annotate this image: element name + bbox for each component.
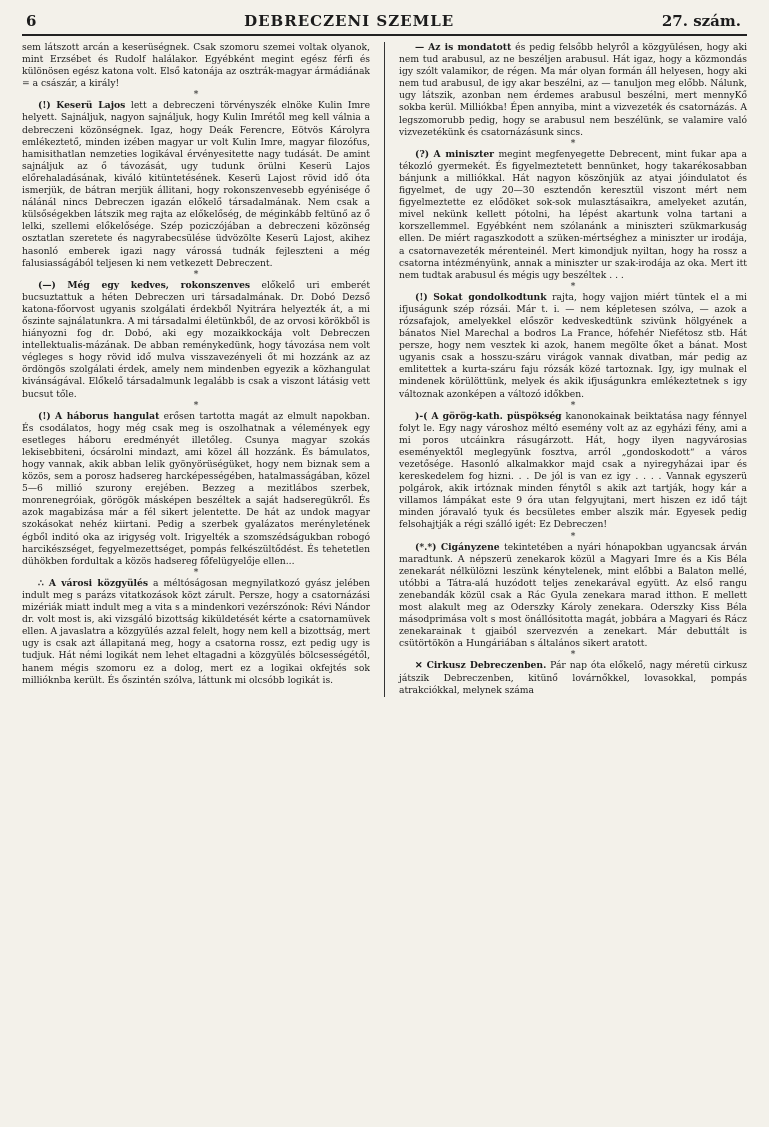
article-headline: A miniszter <box>433 148 495 160</box>
paragraph-marker: )-( <box>415 410 428 422</box>
section-divider-star: * <box>570 649 576 661</box>
section-divider-star: * <box>193 89 199 101</box>
article-body-text: kanonokainak beiktatása nagy fénnyel folyt le. Egy nagy városhoz méltó esemény volt az az egyházi fény, ami a mi poros utcáinkra rásugárzott. Hát, hogy ilyen nagyvárosias eseményektől meglegyünk fosztva, arról „gondoskodott“ a város vezetősége. Hasonló alkalmakkor majd csak a nyiregyházai ipar és kereskedelem fog hizni. . . De jól is van ez igy . . . . Vannak egyszerü polgárok, akik irtóznak minden fénytől s akik azt tartják, hogy kár a villamos lámpákat este 9 óra utan felgyujtani, mert hiszen ez idő tájt minden jóravaló tyuk és becsületes ember alszik már. Egyesek pedig felsohajtják a régi szálló igét: Ez Debreczen! <box>399 410 747 531</box>
left-column <box>22 42 385 697</box>
article-body-text: sem látszott arcán a keserüségnek. Csak szomoru szemei voltak olyanok, mint Erzsébet és Rudolf halálakor. Egyébként megint egész férfi és különösen egész katona volt. Első katonája az osztrák-magyar ármádiának = a császár, a király! <box>22 42 370 90</box>
article-body-text: erősen tartotta magát az elmult napokban. És csodálatos, hogy még csak meg is oszolhatnak a vélemények egy esetleges háboru eredményét illetőleg. Csunya magyar szokás lekisebbiteni, ócsárolni mindazt, ami közel áll hozzánk. És bámulatos, hogy vannak, akik abban lelik gyönyörüségüket, hogy nem biznak sem a közös, sem a porosz hadsereg harcképességében, hatalmasságában, közel 5—6 millió szurony erejében. Bezzeg a mezitlábos szerbek, monrenegróiak, görögök másképen beszéltek a saját hadseregükről. És azok magabizása már a fél sikert jelentette. De hát az undok magyar szokásokat nehéz kiirtani. Pedig a szerbek gyalázatos merényletének égből inditó oka az irigység volt. Irigyelték a szomszédságukban robogó harcikészséget, fegyelmezettséget, pompás felkészültődést. És tehetetlen dühökben fordultak a közös hadsereg főfelügyelője ellen... <box>22 410 371 567</box>
paragraph-marker: (—) <box>38 279 56 291</box>
article-paragraph <box>22 42 370 90</box>
paragraph-marker: (?) <box>415 148 430 160</box>
article-body-text: tekintetében a nyári hónapokban ugyancsak árván maradtunk. A népszerü zenekarok közül a Magyari Imre és a Kis Béla zenekarát nélkülözni leszünk kénytelenek, mint előbbi a Balaton mellé, utóbbi a Tátra-alá huzódott teljes zenekarával együtt. Az első rangu zenebandák közül csak a Rác Gyula zenekara marad itthon. E mellett most alakult meg az Oderszky Károly zenekara. Oderszky Kiss Béla másodprimása volt s most önállósitotta magát, jobbára a Magyari és Rácz zenekarainak t gjaiból szervezvén a zenekart. Már debuttált is csütörtökön a Hungáriában s általános sikert aratott. <box>399 541 747 650</box>
article-headline: Még egy kedves, rokonszenves <box>67 279 251 291</box>
section-divider-star: * <box>570 137 576 149</box>
article-headline: Keserü Lajos <box>56 100 126 112</box>
article-headline: Sokat gondolkodtunk <box>433 291 547 303</box>
paragraph-marker: — <box>415 42 425 53</box>
article-paragraph <box>22 100 370 269</box>
article-body-text: és pedig felsőbb helyről a közgyülésen, hogy aki nem tud arabusul, az ne beszéljen arabusul. Hát igaz, hogy a közmondás igy szólt valamikor, de régen. Ma már olyan formán áll helyesen, hogy aki nem tud arabusul, de igy akar beszélni, az — tanuljon meg előbb. Nálunk, ugy látszik, azonban nem érdemes arabusul beszélni, mert mennyKő sokba kerül. Milliókba! Épen annyiba, mint a vizvezeték és csatornázás. A legszomorubb pedig, hogy se arabusul nem beszélünk, se valamire való vizvezetékünk és csatornázásunk sincs. <box>399 42 748 138</box>
header-rule <box>22 34 747 36</box>
article-paragraph <box>22 578 370 687</box>
paragraph-marker: (!) <box>415 291 428 303</box>
article-headline: A görög-kath. püspökség <box>431 410 562 422</box>
article-paragraph <box>399 411 747 532</box>
section-divider-star: * <box>193 268 199 280</box>
article-paragraph <box>399 149 747 282</box>
paragraph-marker: (*.*) <box>415 541 437 553</box>
article-headline: Cirkusz Debreczenben. <box>426 660 547 672</box>
article-body-text: megint megfenyegette Debrecent, mint fukar apa a tékozló gyermekét. És figyelmeztetett bennünket, hogy takarékosabban bánjunk a milliókkal. Hát nagyon köszönjük az atyai jóindulatot és figyelmet, de ugy 20—30 esztendőn keresztül viszont mért nem figyelmeztette ez elődöket sok-sok mulasztásaikra, amelyeket azután, mivel nekünk kellett pótolni, ha lépést akartunk volna tartani a korszellemmel. Egyébként nem szólanánk a miniszteri szükmarkuság ellen. De miért ragaszkodott a szüken-mértséghez a miniszter ur irodája, a csatornavezeték mérenteinél. Mert kimondjuk nyiltan, hogy ha rossz a csatorna intézményünk, annak a miniszter ur szak-irodája az oka. Mert itt nem tudtak arabusul és mégis ugy beszéltek . . . <box>399 148 748 281</box>
page-header <box>22 12 747 34</box>
issue-number: 27. szám. <box>661 12 741 30</box>
article-paragraph <box>22 280 370 401</box>
article-paragraph <box>399 660 747 696</box>
paragraph-marker: ✕ <box>415 660 423 672</box>
article-body-text: a méltóságosan megnyilatkozó gyász jelében indult meg s parázs vitatkozások közt zárult. Persze, hogy a csatornázási mizériák miatt indult meg a vita s a mindenkori vezérszónok: Révi Nándor dr. volt most is, aki vizsgáló bizottság kiküldetését kérte a csatornamüvek ellen. A javaslatra a közgyülés azzal felelt, hogy nem kell a bizottság, mert ugy is csak azt állapitaná meg, hogy a csatorna rossz, ezt pedig ugy is tudjuk. Hát némi logikát nem lehet eltagadni a közgyülés bölcsességétől, hanem mégis szomoru ez a dolog, mert ez a logikai okfejtés sok millióknba került. És őszintén szólva, láttunk mi olcsóbb logikát is. <box>22 577 371 686</box>
article-paragraph <box>399 292 747 401</box>
page-number: 6 <box>26 12 37 30</box>
section-divider-star: * <box>193 566 199 578</box>
article-headline: A városi közgyülés <box>48 577 149 589</box>
article-headline: Az is mondatott <box>428 42 512 53</box>
article-columns <box>22 42 747 697</box>
article-body-text: lett a debreczeni törvényszék elnöke Kulin Imre helyett. Sajnáljuk, nagyon sajnáljuk, hogy Kulin Imrétől meg kell válnia a debreczeni közönségnek. Igaz, hogy Deák Ferencre, Eötvös Károlyra emlékeztető, minden izében magyar ur volt Kulin Imre, magyar filozófus, hamisithatlan nemzeties logikával érvényesitette nagy tudását. De amint sajnáljuk az ő távozását, ugy tudunk örülni Keserü Lajos előrehaladásának, kiváló kitüntetésének. Keserü Lajost rövid idő óta ismerjük, de bátran merjük állitani, hogy rokonszenvesebb egyénisége ő nálánál nincs Debreczen igazán előkelő társadalmának. Nem csak a külsőségekben látszik meg rajta az előkelőség, de méginkább feltünő az ő lelki, szellemi előkelősége. Szép poziczójában a debreczeni közönség osztatlan szeretete és nagyrabecsülése üdvözölte Keserü Lajost, akihez hasonló emberek igazi nagy várossá tudnák fejleszteni a még falusiasságából teljesen ki nem vetkezett Debreczent. <box>22 100 371 269</box>
section-divider-star: * <box>570 399 576 411</box>
article-paragraph <box>399 542 747 651</box>
masthead-title: DEBRECZENI SZEMLE <box>244 12 455 30</box>
paragraph-marker: (!) <box>38 100 51 112</box>
article-headline: Cigányzene <box>440 541 500 553</box>
article-body-text: rajta, hogy vajjon miért tüntek el a mi ifjuságunk szép rózsái. Már t. i. — nem képletesen szólva, — azok a rózsafajok, amelyekkel először kedveskedtünk szivünk hölgyének a bánatos Niel Marechal a bodros La France, hófehér Niefétosz stb. Hát persze, hogy nem vesztek ki azok, hanem megölte őket a bánat. Most ugyanis csak a hosszu-száru virágok vannak divatban, már pedig az emlitettek a kurta-száru faju rózsák közé tartoznak. Igy, igy mulnak el mindenek körülöttünk, melyek és akik ifjuságunkra emlékeztetnek s igy változnak azonképen a változó időkben. <box>399 291 747 400</box>
right-column <box>385 42 747 697</box>
section-divider-star: * <box>570 280 576 292</box>
article-paragraph <box>399 42 747 139</box>
paragraph-marker: (!) <box>38 410 51 422</box>
article-paragraph <box>22 411 370 568</box>
article-body-text: Pár nap óta előkelő, nagy méretü cirkusz játszik Debreczenben, kitünő lovárnőkkel, lovasokkal, pompás atrakciókkal, melynek száma <box>399 660 748 696</box>
article-body-text: előkelő uri emberét bucsuztattuk a héten Debreczen uri társadalmának. Dr. Dobó Dezső katona-főorvost ugyanis szolgálati érdekből Nyitrára helyezték át, a mi őszinte sajnálatunkra. A mi társadalmi életünkből, de az orvosi körökből is hiányozni fog dr. Dobó, aki egy mozaikkockája volt Debreczen intellektualis-mázának. De abban reménykedünk, hogy távozása nem volt végleges s hogy rövid idő mulva visszavezényeli őt mi hozzánk az az ördöngös szolgálati érdek, amely nem mindenben egyezik a közhangulat kivánságával. Előkelő társadalmunk legalább is csak a viszont látásig vett bucsut tőle. <box>22 279 371 400</box>
section-divider-star: * <box>570 530 576 542</box>
paragraph-marker: ∴ <box>38 577 44 589</box>
section-divider-star: * <box>193 399 199 411</box>
article-headline: A háborus hangulat <box>55 410 160 422</box>
